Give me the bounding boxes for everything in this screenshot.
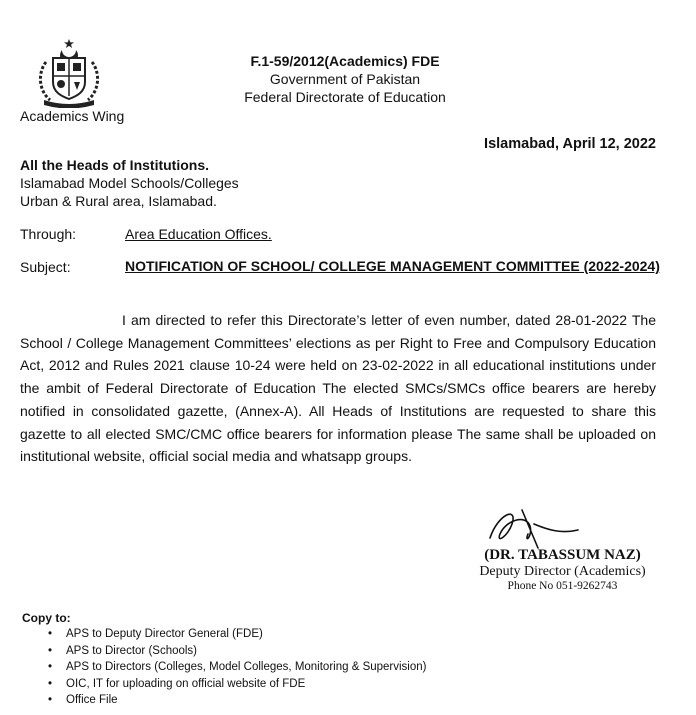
recipient-address xyxy=(20,156,239,210)
reference-number: F.1-59/2012(Academics) FDE xyxy=(250,53,440,69)
through-label: Through: xyxy=(20,226,77,242)
list-item: • APS to Deputy Director General (FDE) xyxy=(48,626,427,643)
recipient-line: Islamabad Model Schools/Colleges xyxy=(20,175,239,191)
copy-to-heading: Copy to: xyxy=(22,611,71,625)
subject-label: Subject: xyxy=(20,259,71,275)
government-name: Government of Pakistan xyxy=(269,71,421,87)
list-item: • Office File xyxy=(48,692,427,709)
copy-to-list xyxy=(48,626,427,709)
letter-body: I am directed to refer this Directorate’s letter of even number, dated 28-01-2022 The School / College Management Committees’ elections as per Right to Free and Compulsory Education Act, 2012 and Rules 2021 clause 10-24 were held on 23-02-2022 in all educational institutions under the ambit of Federal Directorate of Education The elected SMCs/SMCs office bearers are hereby notified in consolidated gazette, (Annex-A). All Heads of Institutions are requested to share this gazette to all elected SMC/CMC office bearers for information please The same shall be uploaded on institutional website, official social media and whatsapp groups. xyxy=(20,312,656,465)
signatory-title: Deputy Director (Academics) xyxy=(479,564,646,579)
list-item: • APS to Director (Schools) xyxy=(48,643,427,660)
recipient-line: All the Heads of Institutions. xyxy=(20,157,210,173)
signatory-name: (DR. TABASSUM NAZ) xyxy=(484,547,641,563)
subject-value: NOTIFICATION OF SCHOOL/ COLLEGE MANAGEMENT COMMITTEE (2022-2024) xyxy=(125,258,660,274)
list-item: • APS to Directors (Colleges, Model Colleges, Monitoring & Supervision) xyxy=(48,659,427,676)
letter-date: Islamabad, April 12, 2022 xyxy=(484,136,656,152)
department-label: Academics Wing xyxy=(20,108,125,124)
state-emblem-icon xyxy=(36,38,102,108)
list-item: • OIC, IT for uploading on official website of FDE xyxy=(48,676,427,693)
through-value: Area Education Offices. xyxy=(125,226,272,242)
directorate-name: Federal Directorate of Education xyxy=(244,89,446,105)
recipient-line: Urban & Rural area, Islamabad. xyxy=(20,193,217,209)
signatory-phone: Phone No 051-9262743 xyxy=(507,580,618,592)
signature-mark xyxy=(478,504,588,552)
